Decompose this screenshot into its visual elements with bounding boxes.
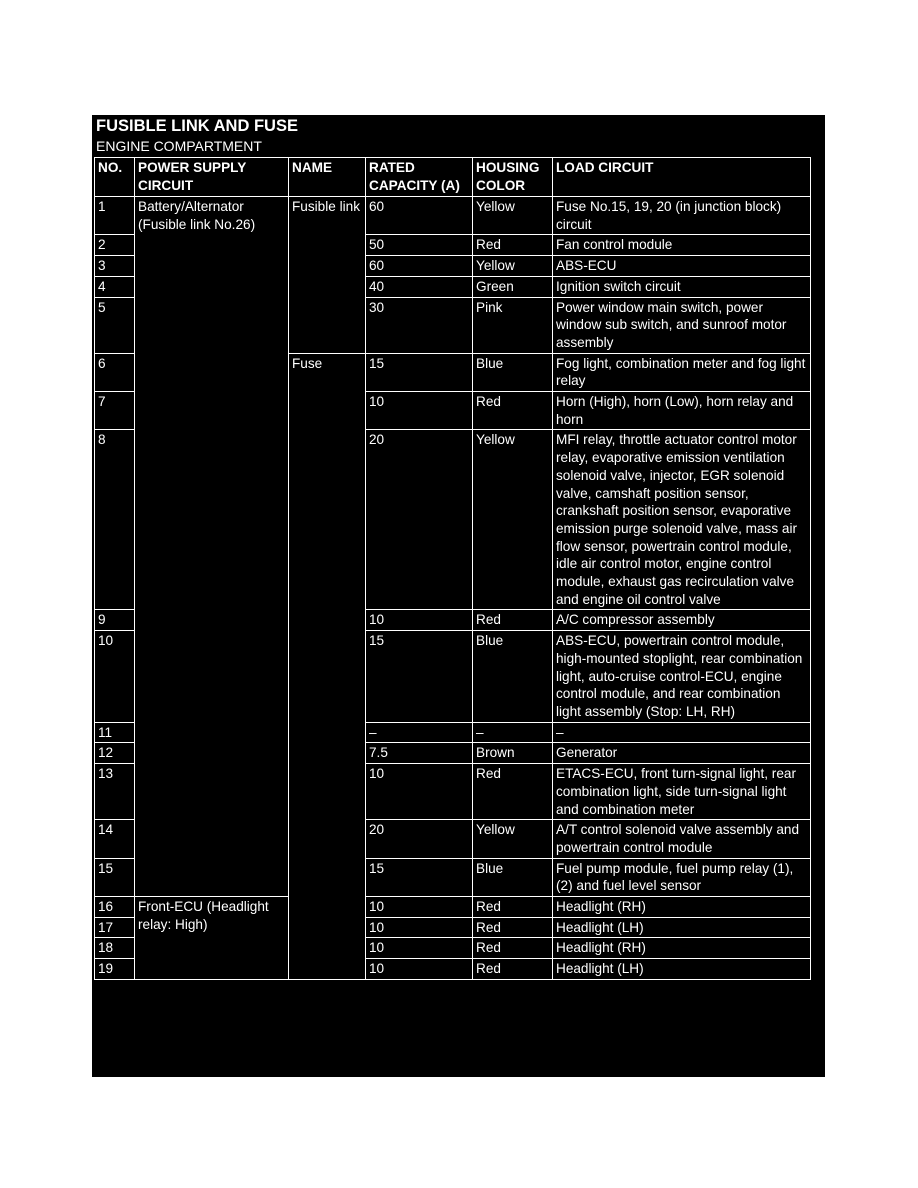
row-housing-color: Yellow bbox=[473, 256, 553, 277]
row-housing-color: Red bbox=[473, 959, 553, 980]
row-load-circuit: Headlight (LH) bbox=[553, 959, 811, 980]
row-no: 16 bbox=[95, 897, 135, 918]
row-rated-capacity: 10 bbox=[366, 897, 473, 918]
fuse-table-panel bbox=[92, 115, 825, 1077]
row-no: 9 bbox=[95, 610, 135, 631]
row-rated-capacity: – bbox=[366, 722, 473, 743]
row-no: 7 bbox=[95, 392, 135, 430]
row-rated-capacity: 10 bbox=[366, 392, 473, 430]
row-rated-capacity: 15 bbox=[366, 631, 473, 723]
row-rated-capacity: 10 bbox=[366, 938, 473, 959]
row-no: 17 bbox=[95, 917, 135, 938]
row-no: 1 bbox=[95, 197, 135, 235]
row-no: 13 bbox=[95, 764, 135, 820]
power-supply-front-ecu: Front-ECU (Headlight relay: High) bbox=[135, 897, 289, 980]
row-no: 2 bbox=[95, 235, 135, 256]
row-housing-color: Red bbox=[473, 764, 553, 820]
row-rated-capacity: 30 bbox=[366, 297, 473, 353]
row-load-circuit: ABS-ECU, powertrain control module, high-mounted stoplight, rear combination light, auto-cruise control-ECU, engine control module, and rear combination light assembly (Stop: LH, RH) bbox=[553, 631, 811, 723]
name-fusible-link: Fusible link bbox=[289, 197, 366, 354]
power-supply-battery-alternator: Battery/Alternator (Fusible link No.26) bbox=[135, 197, 289, 897]
row-load-circuit: ABS-ECU bbox=[553, 256, 811, 277]
row-housing-color: Blue bbox=[473, 631, 553, 723]
row-load-circuit: Power window main switch, power window sub switch, and sunroof motor assembly bbox=[553, 297, 811, 353]
row-load-circuit: Headlight (RH) bbox=[553, 897, 811, 918]
row-housing-color: Yellow bbox=[473, 430, 553, 610]
row-load-circuit: Headlight (LH) bbox=[553, 917, 811, 938]
row-load-circuit: Fog light, combination meter and fog light relay bbox=[553, 353, 811, 391]
row-load-circuit: ETACS-ECU, front turn-signal light, rear combination light, side turn-signal light and combination meter bbox=[553, 764, 811, 820]
row-housing-color: Green bbox=[473, 276, 553, 297]
row-no: 12 bbox=[95, 743, 135, 764]
row-rated-capacity: 60 bbox=[366, 256, 473, 277]
row-housing-color: Red bbox=[473, 392, 553, 430]
row-load-circuit: Fan control module bbox=[553, 235, 811, 256]
row-housing-color: Pink bbox=[473, 297, 553, 353]
row-rated-capacity: 60 bbox=[366, 197, 473, 235]
row-housing-color: Blue bbox=[473, 858, 553, 896]
fuse-table bbox=[94, 157, 811, 980]
row-rated-capacity: 20 bbox=[366, 820, 473, 858]
row-load-circuit: A/C compressor assembly bbox=[553, 610, 811, 631]
row-rated-capacity: 40 bbox=[366, 276, 473, 297]
row-no: 5 bbox=[95, 297, 135, 353]
row-load-circuit: Fuse No.15, 19, 20 (in junction block) circuit bbox=[553, 197, 811, 235]
page-title: FUSIBLE LINK AND FUSE bbox=[96, 117, 298, 135]
row-rated-capacity: 50 bbox=[366, 235, 473, 256]
row-housing-color: Red bbox=[473, 897, 553, 918]
header-power-supply-circuit: POWER SUPPLY CIRCUIT bbox=[135, 158, 289, 197]
row-no: 8 bbox=[95, 430, 135, 610]
row-load-circuit: Horn (High), horn (Low), horn relay and horn bbox=[553, 392, 811, 430]
table-row bbox=[95, 197, 811, 235]
table-header-row bbox=[95, 158, 811, 197]
row-housing-color: Yellow bbox=[473, 820, 553, 858]
row-rated-capacity: 20 bbox=[366, 430, 473, 610]
header-housing-color: HOUSING COLOR bbox=[473, 158, 553, 197]
row-no: 18 bbox=[95, 938, 135, 959]
row-no: 15 bbox=[95, 858, 135, 896]
row-housing-color: Red bbox=[473, 917, 553, 938]
row-load-circuit: Generator bbox=[553, 743, 811, 764]
row-no: 6 bbox=[95, 353, 135, 391]
row-housing-color: Red bbox=[473, 938, 553, 959]
header-load-circuit: LOAD CIRCUIT bbox=[553, 158, 811, 197]
row-housing-color: Red bbox=[473, 610, 553, 631]
row-rated-capacity: 10 bbox=[366, 764, 473, 820]
row-no: 4 bbox=[95, 276, 135, 297]
row-load-circuit: MFI relay, throttle actuator control motor relay, evaporative emission ventilation solenoid valve, injector, EGR solenoid valve, camshaft position sensor, crankshaft position sensor, evaporative emission purge solenoid valve, mass air flow sensor, powertrain control module, idle air control motor, engine control module, exhaust gas recirculation valve and engine oil control valve bbox=[553, 430, 811, 610]
row-load-circuit: A/T control solenoid valve assembly and powertrain control module bbox=[553, 820, 811, 858]
header-rated-capacity: RATED CAPACITY (A) bbox=[366, 158, 473, 197]
row-no: 3 bbox=[95, 256, 135, 277]
row-no: 19 bbox=[95, 959, 135, 980]
row-no: 10 bbox=[95, 631, 135, 723]
row-housing-color: Red bbox=[473, 235, 553, 256]
row-no: 11 bbox=[95, 722, 135, 743]
row-load-circuit: – bbox=[553, 722, 811, 743]
row-housing-color: Yellow bbox=[473, 197, 553, 235]
row-housing-color: Brown bbox=[473, 743, 553, 764]
name-fuse: Fuse bbox=[289, 353, 366, 979]
row-rated-capacity: 10 bbox=[366, 610, 473, 631]
row-rated-capacity: 7.5 bbox=[366, 743, 473, 764]
row-housing-color: – bbox=[473, 722, 553, 743]
row-rated-capacity: 10 bbox=[366, 959, 473, 980]
section-subtitle: ENGINE COMPARTMENT bbox=[96, 138, 262, 154]
table-row bbox=[95, 897, 811, 918]
row-rated-capacity: 15 bbox=[366, 858, 473, 896]
row-rated-capacity: 15 bbox=[366, 353, 473, 391]
row-rated-capacity: 10 bbox=[366, 917, 473, 938]
row-load-circuit: Fuel pump module, fuel pump relay (1), (2) and fuel level sensor bbox=[553, 858, 811, 896]
header-no: NO. bbox=[95, 158, 135, 197]
row-load-circuit: Headlight (RH) bbox=[553, 938, 811, 959]
header-name: NAME bbox=[289, 158, 366, 197]
row-no: 14 bbox=[95, 820, 135, 858]
row-load-circuit: Ignition switch circuit bbox=[553, 276, 811, 297]
row-housing-color: Blue bbox=[473, 353, 553, 391]
